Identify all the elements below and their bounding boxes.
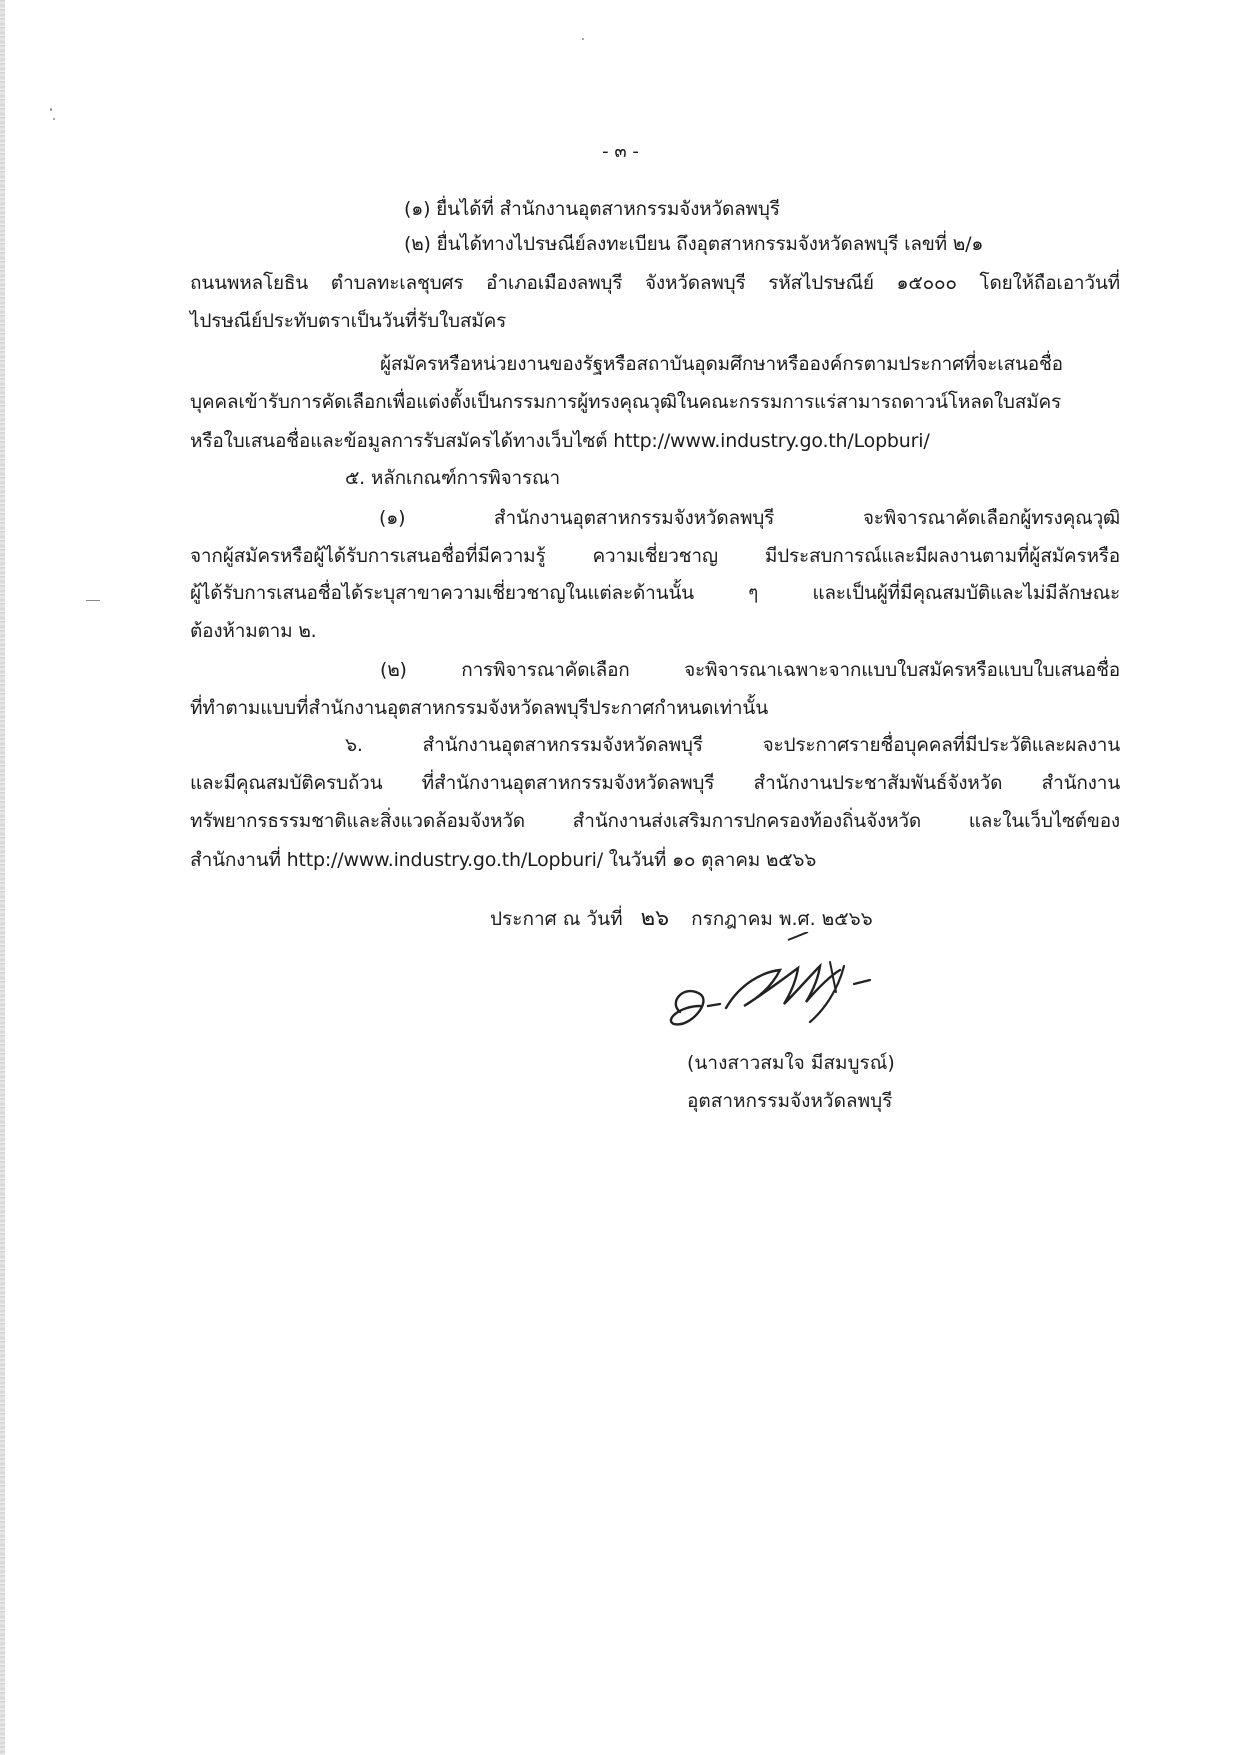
page-number: - ๓ - bbox=[602, 141, 639, 162]
body-line: ต้องห้ามตาม ๒. bbox=[190, 620, 317, 642]
body-line: ถนนพหลโยธิน ตำบลทะเลชุบศร อำเภอเมืองลพบุรี จังหวัดลพบุรี รหัสไปรษณีย์ ๑๕๐๐๐ โดยให้ถือเอาวันที่ bbox=[190, 272, 1120, 294]
body-line: ไปรษณีย์ประทับตราเป็นวันที่รับใบสมัคร bbox=[190, 310, 507, 332]
handwritten-day: ๒๖ bbox=[640, 906, 670, 931]
announcement-month-year: กรกฎาคม พ.ศ. ๒๕๖๖ bbox=[691, 908, 873, 930]
announcement-prefix: ประกาศ ณ วันที่ bbox=[490, 908, 623, 930]
body-line: (๑) ยื่นได้ที่ สำนักงานอุตสาหกรรมจังหวัดลพบุรี bbox=[404, 198, 780, 220]
announcement-date bbox=[490, 900, 873, 935]
body-line: ๖. สำนักงานอุตสาหกรรมจังหวัดลพบุรี จะประกาศรายชื่อบุคคลที่มีประวัติและผลงาน bbox=[345, 734, 1120, 756]
body-line: ทรัพยากรธรรมชาติและสิ่งแวดล้อมจังหวัด สำนักงานส่งเสริมการปกครองท้องถิ่นจังหวัด และในเว็บไซต์ของ bbox=[190, 810, 1120, 832]
body-line: สำนักงานที่ http://www.industry.go.th/Lopburi/ ในวันที่ ๑๐ ตุลาคม ๒๕๖๖ bbox=[190, 849, 817, 871]
scan-edge bbox=[0, 0, 5, 1755]
scan-speck bbox=[582, 38, 584, 40]
signatory-name: (นางสาวสมใจ มีสมบูรณ์) bbox=[687, 1052, 895, 1074]
body-line: หรือใบเสนอชื่อและข้อมูลการรับสมัครได้ทางเว็บไซต์ http://www.industry.go.th/Lopburi/ bbox=[190, 430, 930, 452]
body-line: และมีคุณสมบัติครบถ้วน ที่สำนักงานอุตสาหกรรมจังหวัดลพบุรี สำนักงานประชาสัมพันธ์จังหวัด สำนักงาน bbox=[190, 772, 1120, 794]
body-line: บุคคลเข้ารับการคัดเลือกเพื่อแต่งตั้งเป็นกรรมการผู้ทรงคุณวุฒิในคณะกรรมการแร่สามารถดาวน์โหลดใบสมัคร bbox=[190, 391, 1061, 413]
body-line: ผู้ได้รับการเสนอชื่อได้ระบุสาขาความเชี่ยวชาญในแต่ละด้านนั้น ๆ และเป็นผู้ที่มีคุณสมบัติและไม่มีลักษณะ bbox=[190, 582, 1120, 604]
body-line: (๒) การพิจารณาคัดเลือก จะพิจารณาเฉพาะจากแบบใบสมัครหรือแบบใบเสนอชื่อ bbox=[380, 659, 1120, 681]
body-line: จากผู้สมัครหรือผู้ได้รับการเสนอชื่อที่มีความรู้ ความเชี่ยวชาญ มีประสบการณ์และมีผลงานตามที่ผู้สมัครหรือ bbox=[190, 545, 1120, 567]
handwritten-signature bbox=[660, 932, 920, 1042]
body-line: ที่ทำตามแบบที่สำนักงานอุตสาหกรรมจังหวัดลพบุรีประกาศกำหนดเท่านั้น bbox=[190, 697, 768, 719]
body-line: (๒) ยื่นได้ทางไปรษณีย์ลงทะเบียน ถึงอุตสาหกรรมจังหวัดลพบุรี เลขที่ ๒/๑ bbox=[404, 233, 984, 255]
signatory-position: อุตสาหกรรมจังหวัดลพบุรี bbox=[687, 1090, 893, 1112]
scan-speck bbox=[50, 108, 52, 111]
body-line: (๑) สำนักงานอุตสาหกรรมจังหวัดลพบุรี จะพิจารณาคัดเลือกผู้ทรงคุณวุฒิ bbox=[379, 507, 1120, 529]
body-line: ผู้สมัครหรือหน่วยงานของรัฐหรือสถาบันอุดมศึกษาหรือองค์กรตามประกาศที่จะเสนอชื่อ bbox=[380, 353, 1063, 375]
section-heading: ๕. หลักเกณฑ์การพิจารณา bbox=[345, 467, 560, 489]
scan-speck bbox=[53, 118, 55, 120]
scan-speck bbox=[86, 600, 100, 601]
